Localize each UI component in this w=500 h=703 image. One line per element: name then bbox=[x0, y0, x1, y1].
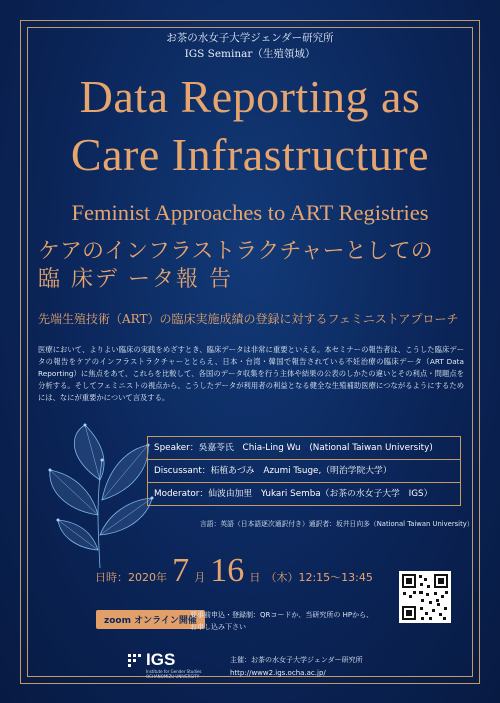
speakers-table bbox=[147, 436, 461, 506]
igs-logo-text: IGS bbox=[146, 650, 176, 669]
title-jp-line2: 臨 床デ ータ報 告 bbox=[38, 267, 233, 292]
language-note: 言語：英語（日本語逐次通訳付き）通訳者：坂井日向多（National Taiwan University） bbox=[200, 520, 474, 528]
registration-note-2: お申し込み下さい bbox=[190, 623, 246, 631]
date-label: 日時：2020年 bbox=[95, 571, 167, 584]
speaker-row: Speaker：吳嘉苓氏 Chia-Ling Wu (National Taiwan University) bbox=[148, 437, 460, 460]
subtitle-jp: 先端生殖技術（ART）の臨床実施成績の登録に対するフェミニストアプローチ bbox=[38, 312, 459, 326]
date-day-unit: 日 bbox=[249, 571, 261, 584]
date-day: 16 bbox=[210, 552, 245, 589]
main-title-line1: Data Reporting as bbox=[79, 71, 421, 122]
leaf-illustration bbox=[40, 420, 160, 570]
date-month: 7 bbox=[172, 552, 190, 589]
date-time: （木）12:15～13:45 bbox=[265, 571, 373, 584]
moderator-row: Moderator：仙波由加里 Yukari Semba（お茶の水女子大学 IGS） bbox=[154, 489, 433, 499]
igs-logo-caption-1: Institute for Gender Studies bbox=[146, 669, 202, 674]
igs-logo-caption-2: OCHANOMIZU UNIVERSITY bbox=[146, 674, 200, 679]
institute-name: お茶の水女子大学ジェンダー研究所 bbox=[166, 32, 334, 44]
website-url[interactable]: http://www2.igs.ocha.ac.jp/ bbox=[230, 669, 326, 677]
qr-code[interactable] bbox=[399, 571, 451, 623]
title-jp-line1: ケアのインフラストラクチャーとしての bbox=[38, 239, 433, 264]
subtitle-en: Feminist Approaches to ART Registries bbox=[71, 200, 429, 225]
date-month-unit: 月 bbox=[194, 571, 206, 584]
zoom-online-badge: zoom オンライン開催 bbox=[96, 610, 205, 629]
registration-note-1: 要事前申込・登録制：QRコードか、当研究所の HPから、 bbox=[190, 611, 374, 619]
organizer: 主催：お茶の水女子大学ジェンダー研究所 bbox=[230, 656, 363, 664]
date-line bbox=[95, 552, 373, 590]
abstract-text: 医療において、よりよい臨床の実践をめざすとき、臨床データは非常に重要といえる。本セミナーの報告者は、こうした臨床データの報告をケアのインフラストラクチャーととらえ、日本・台湾・韓国で報告されている不妊治療の臨床データ（ART Data Reporting）に焦点をあて、これらを比較して、各国のデータ収集を行う主体や結果の公表のしかたの違いとその利点・問題点を分析する。そしてフェミニストの視点から、こうしたデータが利用者の利益となる健全な生殖補助医療につながるようにするためには、なにが重要かについて言及する。 bbox=[38, 345, 464, 402]
main-title-line2: Care Infrastructure bbox=[70, 129, 430, 180]
igs-logo-mark bbox=[128, 654, 144, 670]
seminar-name: IGS Seminar（生殖領域） bbox=[184, 48, 316, 60]
discussant-row: Discussant：柘植あづみ Azumi Tsuge,（明治学院大学） bbox=[148, 460, 460, 483]
